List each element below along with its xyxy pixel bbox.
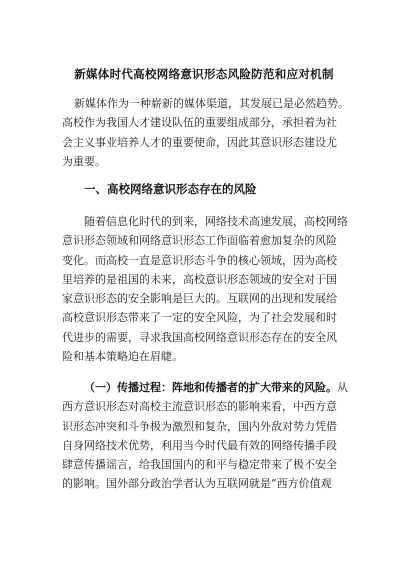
paragraph-line: 险和基本策略迫在眉睫。 [62, 350, 183, 364]
paragraph-line: 里培养的是祖国的未来，高校意识形态领域的安全对于国 [62, 272, 337, 286]
paragraph-line: 高校意识形态带来了一定的安全风险，为了社会发展和时 [62, 311, 337, 325]
paragraph-line: 会主义事业培养人才的重要使命，因此其意识形态建设尤 [62, 135, 337, 149]
paragraph-line: 西方意识形态对高校主流意识形态的影响来看，中西方意 [62, 400, 337, 414]
section-heading: 一、高校网络意识形态存在的风险 [84, 182, 257, 196]
paragraph-line: 高校作为我国人才建设队伍的重要组成部分，承担着为社 [62, 116, 337, 130]
paragraph-line: 意识形态领域和网络意识形态工作面临着愈加复杂的风险 [62, 234, 337, 248]
paragraph-line: 新媒体作为一种崭新的媒体渠道，其发展已是必然趋势。 [74, 97, 349, 110]
paragraph-line: 代进步的需要，寻求我国高校网络意识形态存在的安全风 [62, 330, 337, 344]
subsection-first-line [62, 378, 354, 397]
subsection-heading: （一）传播过程：阵地和传播者的扩大带来的风险。 [84, 381, 337, 394]
subsection-line-tail: 从 [337, 381, 348, 394]
section-paragraph [62, 212, 354, 366]
paragraph-line: 家意识形态的安全影响是巨大的。互联网的出现和发展给 [62, 292, 337, 306]
paragraph-line: 为重要。 [62, 154, 106, 168]
paragraph-line: 自身网络技术优势，利用当今时代最有效的网络传播手段 [62, 438, 337, 452]
paragraph-line: 变化。而高校一直是意识形态斗争的核心领域，因为高校 [62, 253, 337, 267]
paragraph-line: 随着信息化时代的到来，网络技术高速发展，高校网络 [84, 215, 348, 228]
paragraph-line: 肆意传播谣言，给我国国内的和平与稳定带来了极不安全 [62, 458, 337, 472]
paragraph-line: 识形态冲突和斗争极为激烈和复杂，国内外敌对势力凭借 [62, 419, 337, 433]
subsection-paragraph [62, 378, 354, 494]
document-title: 新媒体时代高校网络意识形态风险防范和应对机制 [74, 67, 334, 81]
paragraph-line: 的影响。国外部分政治学者认为互联网就是“西方价值观 [62, 477, 332, 491]
intro-paragraph [62, 94, 354, 171]
